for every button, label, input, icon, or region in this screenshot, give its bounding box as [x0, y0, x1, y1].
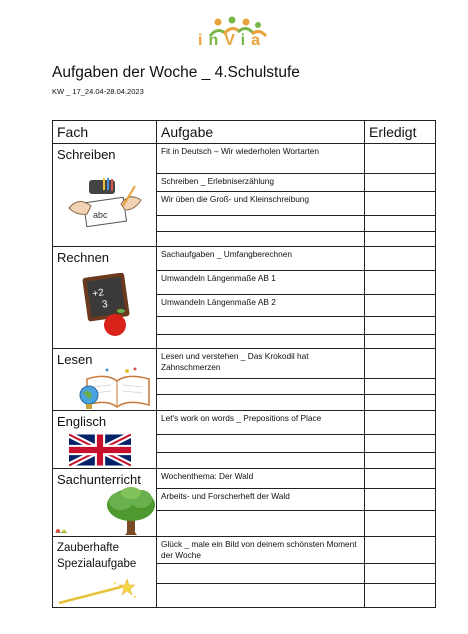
task-cell [157, 379, 365, 395]
done-checkbox[interactable] [365, 453, 436, 469]
subject-label: Zauberhafte Spezialaufgabe [57, 542, 137, 570]
header-fach: Fach [53, 121, 157, 144]
done-checkbox[interactable] [365, 379, 436, 395]
task-cell [157, 584, 365, 608]
done-checkbox[interactable] [365, 247, 436, 271]
done-checkbox[interactable] [365, 435, 436, 453]
done-checkbox[interactable] [365, 411, 436, 435]
done-checkbox[interactable] [365, 295, 436, 317]
logo-wordmark: inVia [198, 32, 266, 49]
header-aufgabe: Aufgabe [157, 121, 365, 144]
svg-text:abc: abc [93, 210, 108, 220]
subject-label: Schreiben [57, 147, 116, 162]
table-row [53, 411, 436, 435]
done-checkbox[interactable] [365, 537, 436, 564]
subject-sachunterricht [53, 469, 157, 537]
task-cell [157, 453, 365, 469]
done-checkbox[interactable] [365, 271, 436, 295]
uk-flag-icon [69, 433, 131, 467]
task-cell: Wochenthema: Der Wald [157, 469, 365, 489]
tree-icon [55, 487, 157, 537]
task-cell [157, 335, 365, 349]
page-title: Aufgaben der Woche _ 4.Schulstufe [52, 64, 300, 81]
book-globe-icon [77, 365, 153, 413]
subject-label: Englisch [57, 414, 107, 429]
task-cell [157, 216, 365, 232]
task-cell: Schreiben _ Erlebniserzählung [157, 174, 365, 192]
done-checkbox[interactable] [365, 174, 436, 192]
task-cell [157, 317, 365, 335]
task-cell: Lesen und verstehen _ Das Krokodil hat Zahnschmerzen [157, 349, 365, 379]
subject-label: Lesen [57, 352, 93, 367]
task-cell: Umwandeln Längenmaße AB 2 [157, 295, 365, 317]
writing-hands-icon [67, 178, 143, 228]
table-row [53, 349, 436, 379]
task-cell: Umwandeln Längenmaße AB 1 [157, 271, 365, 295]
svg-text:3: 3 [101, 298, 109, 311]
subject-label: Rechnen [57, 250, 110, 265]
subject-schreiben [53, 144, 157, 247]
magic-wand-icon [57, 577, 139, 605]
done-checkbox[interactable] [365, 216, 436, 232]
task-cell: Wir üben die Groß- und Kleinschreibung [157, 192, 365, 216]
task-cell: Let's work on words _ Prepositions of Place [157, 411, 365, 435]
done-checkbox[interactable] [365, 335, 436, 349]
svg-text:+2: +2 [91, 287, 105, 300]
task-cell [157, 395, 365, 411]
done-checkbox[interactable] [365, 192, 436, 216]
done-checkbox[interactable] [365, 489, 436, 511]
subject-rechnen [53, 247, 157, 349]
task-cell [157, 232, 365, 247]
task-cell: Glück _ male ein Bild von deinem schönsten Moment der Woche [157, 537, 365, 564]
done-checkbox[interactable] [365, 144, 436, 174]
done-checkbox[interactable] [365, 317, 436, 335]
table-row [53, 537, 436, 564]
done-checkbox[interactable] [365, 395, 436, 411]
table-header-row [53, 121, 436, 144]
task-cell: Fit in Deutsch – Wir wiederholen Wortarten [157, 144, 365, 174]
subject-englisch [53, 411, 157, 469]
done-checkbox[interactable] [365, 564, 436, 584]
table-row [53, 247, 436, 271]
task-cell: Arbeits- und Forscherheft der Wald [157, 489, 365, 511]
blackboard-apple-icon [79, 273, 135, 339]
table-row [53, 469, 436, 489]
done-checkbox[interactable] [365, 469, 436, 489]
task-cell [157, 435, 365, 453]
subject-lesen [53, 349, 157, 411]
subject-spezialaufgabe [53, 537, 157, 608]
done-checkbox[interactable] [365, 232, 436, 247]
subject-label: Sachunterricht [57, 472, 141, 487]
task-cell: Sachaufgaben _ Umfangberechnen [157, 247, 365, 271]
done-checkbox[interactable] [365, 511, 436, 537]
task-cell [157, 564, 365, 584]
done-checkbox[interactable] [365, 349, 436, 379]
header-erledigt: Erledigt [365, 121, 436, 144]
task-table [52, 120, 436, 608]
done-checkbox[interactable] [365, 584, 436, 608]
task-cell [157, 511, 365, 537]
table-row [53, 144, 436, 174]
week-label: KW _ 17_24.04-28.04.2023 [52, 87, 144, 96]
